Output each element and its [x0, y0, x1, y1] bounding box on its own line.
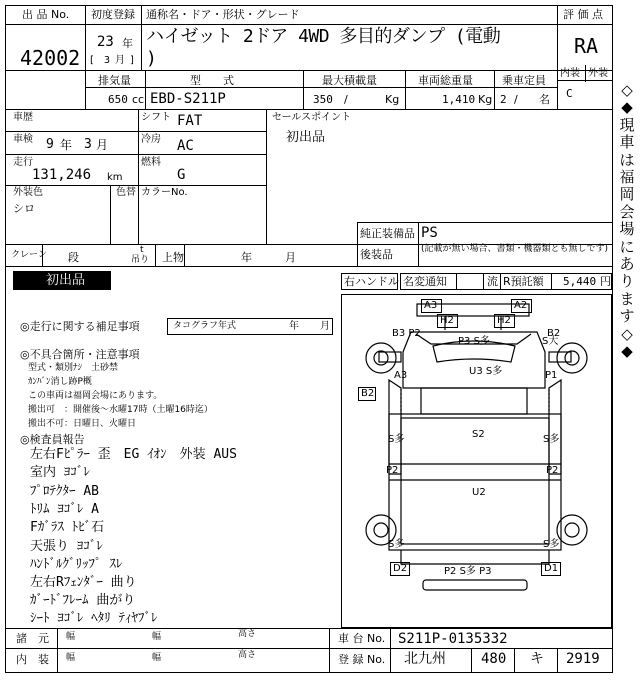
damage-code: S多	[388, 434, 405, 445]
capacity-slash: /	[514, 93, 518, 106]
first-listing-banner-text: 初出品	[46, 273, 86, 288]
damage-code: S大	[542, 336, 559, 347]
inspector-line: ｼｰﾄ ﾖｺﾞﾚ ﾍﾀﾘ ﾃｨﾔﾌﾞﾚ	[30, 611, 158, 626]
crane-suspend: 吊り	[131, 255, 150, 265]
width-label: 幅	[66, 632, 76, 642]
first-reg-label: 初度登録	[91, 8, 135, 21]
defect-line: ｶﾝﾊﾞﾝ消し跡P概	[28, 377, 92, 387]
damage-code: H2	[497, 315, 511, 326]
first-reg-month: 3	[104, 55, 111, 66]
defect-line: 型式・類別ﾅｼ 土砂禁	[28, 363, 119, 373]
damage-code: P2 S多 P3	[444, 566, 492, 577]
defect-line: 搬出不可：日曜日、火曜日	[28, 419, 137, 429]
width-label: 幅	[66, 653, 76, 663]
lot-no: 42002	[20, 46, 81, 70]
loading-label: 上物	[162, 251, 184, 264]
inspector-line: 天張り ﾖｺﾞﾚ	[30, 539, 103, 554]
mileage-value: 131,246	[32, 167, 92, 183]
first-reg-month-open: [	[90, 55, 94, 66]
exterior-color-value: シロ	[13, 202, 35, 215]
damage-code: S多	[388, 539, 405, 550]
gross-weight-label: 車両総重量	[418, 74, 473, 87]
capacity-unit: 名	[539, 93, 550, 106]
registration-kana: キ	[530, 651, 544, 667]
lot-no-label: 出 品 No.	[22, 8, 70, 21]
options-value: PS	[421, 225, 438, 241]
shift-label: シフト	[141, 112, 171, 123]
damage-code: U3 S多	[469, 366, 503, 377]
first-reg-month-close: ]	[130, 55, 134, 66]
capacity-label: 乗車定員	[502, 74, 546, 87]
name-change-label: 名変通知	[403, 275, 447, 288]
retrofit-label: 後装品	[360, 248, 393, 261]
sales-point-value: 初出品	[286, 130, 326, 145]
damage-code: U2	[472, 487, 486, 498]
inspector-line: ﾊﾝﾄﾞﾙｸﾞﾘｯﾌﾟ ｽﾚ	[30, 557, 123, 572]
recycle-deposit-yen: 円	[600, 275, 611, 288]
fuel-label: 燃料	[141, 157, 161, 168]
grade-value: RA	[574, 34, 599, 58]
registration-class: 480	[481, 651, 507, 667]
max-load-unit: Kg	[385, 93, 400, 106]
tachograph-year: 年	[289, 321, 299, 332]
first-reg-month-unit: 月	[115, 55, 125, 66]
interior-label: 内装	[560, 68, 580, 79]
specs-label: 諸 元	[16, 632, 49, 645]
inspection-month-unit: 月	[96, 138, 109, 152]
vehicle-name-line1: ハイゼット 2ドア 4WD 多目的ダンプ (電動	[146, 26, 501, 47]
damage-code: D1	[544, 563, 559, 574]
max-load-value: 350	[313, 93, 333, 106]
max-load-slash: /	[344, 93, 348, 106]
damage-code: A2	[514, 300, 528, 311]
gross-weight-unit: Kg	[478, 93, 493, 106]
damage-code: B2	[547, 328, 561, 339]
crane-unit: 段	[68, 251, 79, 264]
loading-month: 月	[285, 251, 296, 264]
displacement-unit: cc	[132, 93, 145, 106]
damage-code: P1	[545, 370, 558, 381]
width-label: 幅	[152, 632, 162, 642]
model-label: 型 式	[190, 74, 234, 87]
driving-notes-heading: ◎走行に関する補足事項	[20, 320, 140, 333]
inspector-line: 左右Fﾋﾟﾗｰ 歪 EG ｲｵﾝ 外装 AUS	[30, 447, 237, 462]
options-label: 純正装備品	[360, 227, 415, 240]
mileage-unit: km	[107, 172, 123, 183]
damage-code: S多	[543, 434, 560, 445]
damage-code: P2	[546, 465, 559, 476]
displacement-value: 650	[108, 93, 128, 106]
inspection-month: 3	[84, 137, 92, 152]
fuel-value: G	[177, 167, 186, 183]
ryu-label: 流	[487, 275, 498, 288]
damage-code: B3 P2	[392, 328, 421, 339]
first-reg-year-unit: 年	[122, 37, 133, 50]
max-load-label: 最大積載量	[322, 74, 377, 87]
right-hand-drive-label: 右ハンドル	[344, 275, 399, 288]
crane-t: t	[140, 245, 144, 255]
sales-point-label: セールスポイント	[272, 112, 352, 123]
damage-code: B2	[361, 388, 375, 399]
inspection-label: 車検	[13, 134, 33, 145]
capacity-value: 2	[500, 93, 507, 106]
inspector-line: ｶﾞｰﾄﾞﾌﾚｰﾑ 曲がり	[30, 593, 136, 608]
recycle-deposit-value: 5,440	[563, 275, 597, 288]
damage-code: A3	[424, 300, 438, 311]
crane-label: クレーン	[11, 250, 47, 260]
damage-code: A3	[394, 370, 408, 381]
inspector-line: 室内 ﾖｺﾞﾚ	[30, 465, 90, 480]
exterior-color-label: 外装色	[13, 187, 43, 198]
grade-label: 評 価 点	[563, 8, 603, 21]
defects-heading: ◎不具合箇所・注意事項	[20, 348, 140, 361]
registration-number: 2919	[566, 651, 600, 667]
aircon-label: 冷房	[141, 134, 161, 145]
tachograph-label: タコグラフ年式	[173, 321, 237, 331]
model-value: EBD-S211P	[150, 91, 226, 107]
damage-code: D2	[393, 563, 408, 574]
aircon-value: AC	[177, 138, 194, 154]
color-no-label: カラーNo.	[141, 187, 188, 198]
vehicle-name-line2: )	[146, 48, 157, 69]
interior-grade: C	[566, 87, 573, 100]
damage-code: S多	[543, 539, 560, 550]
exterior-label: 外装	[588, 68, 608, 79]
frame-no-label: 車 台 No.	[338, 632, 386, 645]
side-note: ◇ ◆ 現 車 は 福 岡 会 場 に あ り ま す ◇ ◆	[619, 81, 635, 361]
retrofit-note: (記載が無い場合、書類・機器類とも無しです)	[421, 244, 609, 254]
mileage-label: 走行	[13, 157, 33, 168]
frame-no-value: S211P-0135332	[398, 631, 508, 647]
defect-line: この車両は福岡会場にあります。	[28, 391, 163, 401]
height-label: 高さ	[238, 650, 257, 660]
inspector-line: ﾄﾘﾑ ﾖｺﾞﾚ A	[30, 502, 99, 517]
width-label: 幅	[152, 653, 162, 663]
first-reg-year: 23	[97, 34, 114, 50]
damage-code: S2	[472, 429, 485, 440]
inspection-year-unit: 年	[60, 138, 73, 152]
recycle-deposit-label: R預託額	[503, 275, 544, 288]
inspector-line: ﾌﾟﾛﾃｸﾀｰ AB	[30, 484, 99, 499]
registration-label: 登 録 No.	[338, 653, 386, 666]
inspector-line: 左右Rﾌｪﾝﾀﾞｰ 曲り	[30, 575, 137, 590]
interior-footer-label: 内 装	[16, 653, 49, 666]
defect-line: 搬出可 ：開催後～水曜17時（土曜16時迄）	[28, 405, 213, 415]
damage-code: P3 S多	[458, 336, 490, 347]
registration-area: 北九州	[404, 651, 446, 667]
inspection-year: 9	[46, 137, 54, 152]
damage-code: H2	[440, 315, 454, 326]
color-change-label: 色替	[116, 187, 136, 198]
tachograph-month: 月	[320, 321, 330, 332]
loading-year: 年	[241, 251, 252, 264]
displacement-label: 排気量	[98, 74, 131, 87]
gross-weight-value: 1,410	[442, 93, 476, 106]
inspector-line: Fｶﾞﾗｽ ﾄﾋﾞ石	[30, 520, 105, 535]
damage-code: P2	[386, 465, 399, 476]
history-label: 車歴	[13, 112, 33, 123]
shift-value: FAT	[177, 113, 203, 129]
vehicle-name-label: 通称名・ドア・形状・グレード	[146, 8, 300, 21]
inspector-heading: ◎検査員報告	[20, 433, 85, 446]
height-label: 高さ	[238, 629, 257, 639]
